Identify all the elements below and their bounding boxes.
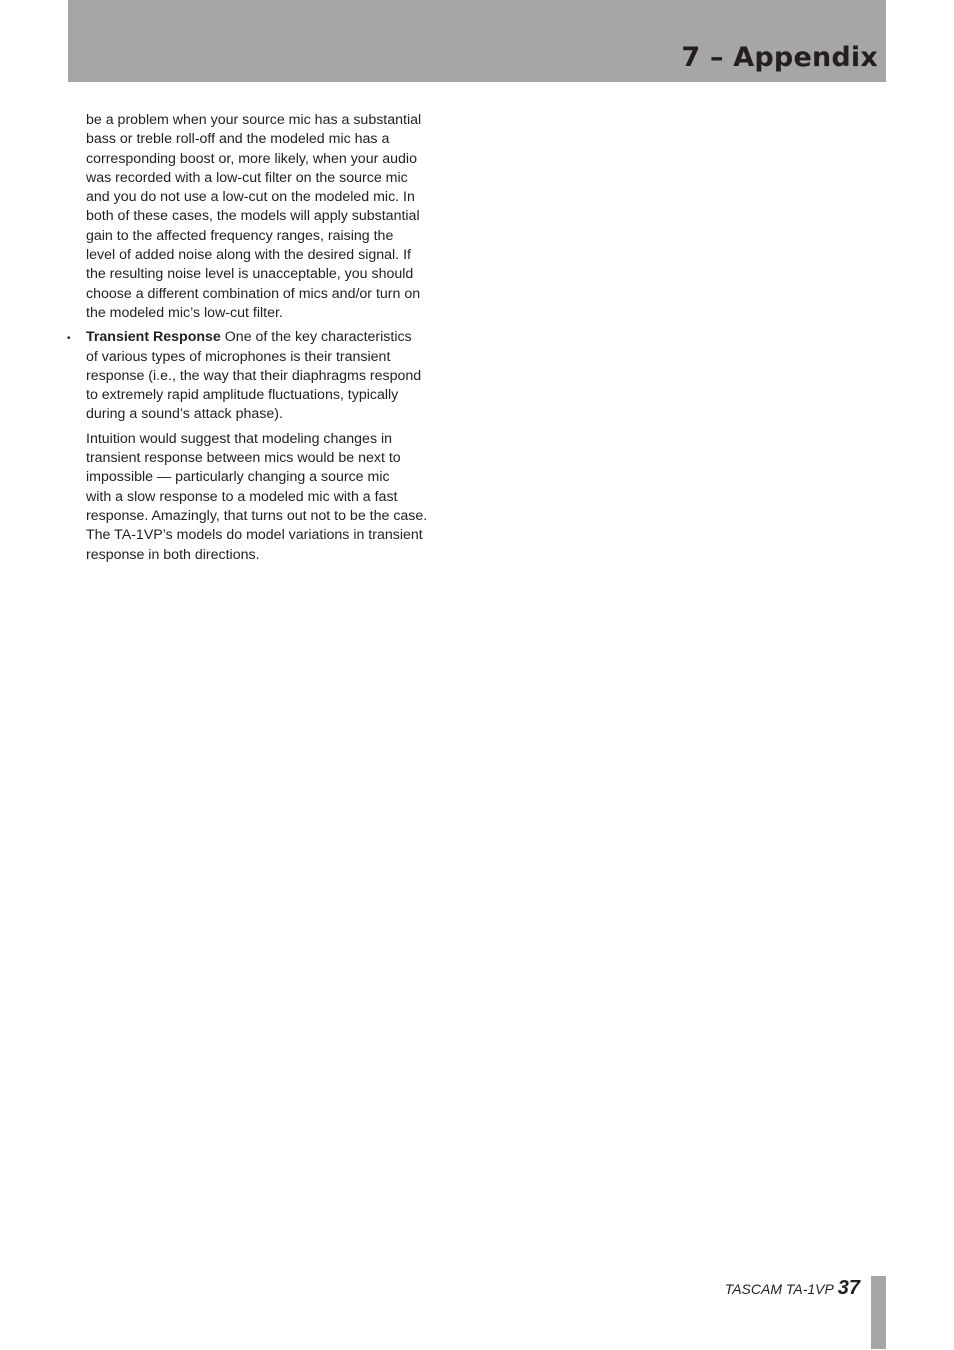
footer-tab-marker — [871, 1276, 886, 1349]
text-line: the resulting noise level is unacceptable, you should — [86, 266, 414, 283]
page-footer — [725, 1275, 860, 1302]
text-line: be a problem when your source mic has a substantial — [86, 112, 422, 128]
text-line: both of these cases, the models will apply substantial — [86, 208, 420, 225]
bullet-item-transient-response — [67, 328, 450, 424]
paragraph-intuition — [86, 430, 450, 565]
text-line: gain to the affected frequency ranges, raising the — [86, 227, 394, 244]
footer-product-name: TASCAM TA-1VP — [724, 1281, 834, 1297]
chapter-title: 7 – Appendix — [681, 42, 878, 73]
bullet-marker: • — [67, 333, 71, 345]
text-line: The TA-1VP’s models do model variations in transient — [86, 527, 423, 544]
page-number: 37 — [837, 1277, 860, 1299]
text-line: the modeled mic’s low-cut filter. — [86, 304, 283, 321]
text-line: choose a different combination of mics and/or turn on — [86, 285, 421, 302]
text-line: response. Amazingly, that turns out not to be the case. — [86, 507, 428, 524]
text-line: during a sound’s attack phase). — [86, 406, 283, 423]
text-line: corresponding boost or, more likely, when your audio — [86, 150, 417, 167]
text-line: was recorded with a low-cut filter on the source mic — [86, 169, 408, 186]
text-line: of various types of microphones is their transient — [86, 348, 391, 365]
header-band — [68, 0, 886, 82]
bullet-first-line-text: One of the key characteristics — [220, 329, 412, 346]
text-line: response (i.e., the way that their diaphragms respond — [86, 367, 422, 384]
text-line: impossible — particularly changing a source mic — [86, 469, 390, 486]
bullet-first-line — [86, 328, 450, 347]
text-line: response in both directions. — [86, 546, 260, 563]
term-transient-response: Transient Response — [86, 329, 221, 346]
text-line: and you do not use a low-cut on the modeled mic. In — [86, 189, 415, 206]
text-line: to extremely rapid amplitude fluctuations, typically — [86, 387, 399, 404]
text-line: transient response between mics would be next to — [86, 450, 401, 467]
text-line: Intuition would suggest that modeling changes in — [86, 430, 393, 447]
text-line: bass or treble roll-off and the modeled mic has a — [86, 131, 390, 148]
text-line: with a slow response to a modeled mic with a fast — [86, 488, 398, 505]
text-line: level of added noise along with the desired signal. If — [86, 247, 411, 264]
main-content — [67, 111, 450, 570]
paragraph-noise — [86, 111, 450, 323]
